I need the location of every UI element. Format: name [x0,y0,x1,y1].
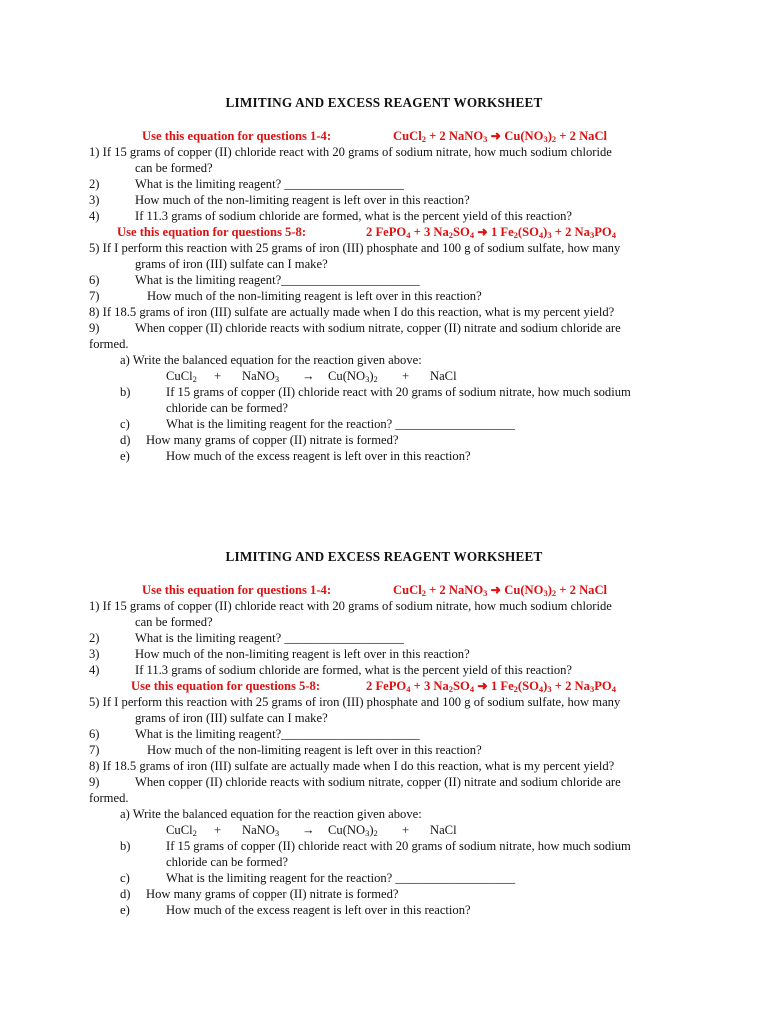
reactant-cucl2: CuCl$_2$ [166,369,197,384]
question-8: 8) If 18.5 grams of iron (III) sulfate are actually made when I do this reaction, what is my percent yield? [89,759,615,773]
reaction-equation [0,368,768,384]
question-9b-line-2: chloride can be formed? [166,401,289,415]
question-9c-letter: c) [120,417,130,431]
equation-2: 2 FePO$_4$ + 3 $Na_2SO_4$ ➜ 1 $Fe_2(SO_4)_3 + 2$ $Na_3PO_4$ [366,679,616,694]
question-4: If 11.3 grams of sodium chloride are formed, what is the percent yield of this reaction? [135,209,573,223]
question-1-line-1: 1) If 15 grams of copper (II) chloride react with 20 grams of sodium nitrate, how much sodium chloride [89,145,612,159]
question-9e-letter: e) [120,449,130,463]
product-cuno32: $Cu(NO_3)_2$ [328,369,378,384]
question-1-line-2: can be formed? [135,615,213,629]
question-3: How much of the non-limiting reagent is left over in this reaction? [135,193,470,207]
product-cuno32: $Cu(NO_3)_2$ [328,823,378,838]
product-nacl: NaCl [430,369,457,383]
equation-1-row [0,128,768,144]
question-9d: How many grams of copper (II) nitrate is formed? [146,887,399,901]
worksheet-title: LIMITING AND EXCESS REAGENT WORKSHEET [225,95,543,110]
question-4-number: 4) [89,209,100,223]
question-9e: How much of the excess reagent is left over in this reaction? [166,449,471,463]
question-9e-letter: e) [120,903,130,917]
plus-sign: + [214,369,222,383]
plus-sign: + [402,823,410,837]
reactant-nano3: NaNO$_3$ [242,369,280,384]
question-9c: What is the limiting reagent for the reaction? ___________________ [166,871,516,885]
question-9-number: 9) [89,775,100,789]
question-2: What is the limiting reagent? ___________________ [135,631,404,645]
question-9b-line-2: chloride can be formed? [166,855,289,869]
plus-sign: + [402,369,410,383]
equation-1: CuCl$_2$ + 2 NaNO$_3$ ➜ $Cu(NO_3)_2 + 2$ NaCl [393,583,608,598]
question-3: How much of the non-limiting reagent is left over in this reaction? [135,647,470,661]
question-9b-letter: b) [120,385,131,399]
equation-1: CuCl$_2$ + 2 NaNO$_3$ ➜ $Cu(NO_3)_2 + 2$ NaCl [393,129,608,144]
question-4: If 11.3 grams of sodium chloride are formed, what is the percent yield of this reaction? [135,663,573,677]
question-9b: If 15 grams of copper (II) chloride react with 20 grams of sodium nitrate, how much sodium [166,839,631,853]
question-7: How much of the non-limiting reagent is left over in this reaction? [147,743,482,757]
question-5-line-2: grams of iron (III) sulfate can I make? [135,257,328,271]
question-9: When copper (II) chloride reacts with sodium nitrate, copper (II) nitrate and sodium chloride are [135,775,621,789]
question-7: How much of the non-limiting reagent is left over in this reaction? [147,289,482,303]
equation-2-row [0,224,768,240]
reactant-cucl2: CuCl$_2$ [166,823,197,838]
plus-sign: + [214,823,222,837]
worksheet-title: LIMITING AND EXCESS REAGENT WORKSHEET [225,549,543,564]
question-5-line-2: grams of iron (III) sulfate can I make? [135,711,328,725]
equation-2-label: Use this equation for questions 5-8: [131,679,321,693]
equation-1-label: Use this equation for questions 1-4: [142,583,332,597]
reaction-equation [0,822,768,838]
question-3-number: 3) [89,647,100,661]
question-9a: a) Write the balanced equation for the reaction given above: [120,353,422,367]
question-9e: How much of the excess reagent is left over in this reaction? [166,903,471,917]
question-9c-letter: c) [120,871,130,885]
question-9d-letter: d) [120,887,131,901]
question-1-line-1: 1) If 15 grams of copper (II) chloride react with 20 grams of sodium nitrate, how much sodium chloride [89,599,612,613]
question-5-line-1: 5) If I perform this reaction with 25 grams of iron (III) phosphate and 100 g of sodium sulfate, how many [89,241,621,255]
product-nacl: NaCl [430,823,457,837]
question-6-number: 6) [89,727,100,741]
worksheet-2 [0,548,768,918]
question-2: What is the limiting reagent? ___________________ [135,177,404,191]
equation-2: 2 FePO$_4$ + 3 $Na_2SO_4$ ➜ 1 $Fe_2(SO_4)_3 + 2$ $Na_3PO_4$ [366,225,616,240]
question-9a: a) Write the balanced equation for the reaction given above: [120,807,422,821]
question-4-number: 4) [89,663,100,677]
question-9d-letter: d) [120,433,131,447]
question-3-number: 3) [89,193,100,207]
question-9: When copper (II) chloride reacts with sodium nitrate, copper (II) nitrate and sodium chloride are [135,321,621,335]
question-5-line-1: 5) If I perform this reaction with 25 grams of iron (III) phosphate and 100 g of sodium sulfate, how many [89,695,621,709]
question-9d: How many grams of copper (II) nitrate is formed? [146,433,399,447]
arrow-icon: → [302,369,315,383]
arrow-icon: → [302,823,315,837]
question-1-line-2: can be formed? [135,161,213,175]
equation-2-label: Use this equation for questions 5-8: [117,225,307,239]
question-9b-letter: b) [120,839,131,853]
question-9-line-2: formed. [89,337,129,351]
question-6-number: 6) [89,273,100,287]
equation-1-label: Use this equation for questions 1-4: [142,129,332,143]
reactant-nano3: NaNO$_3$ [242,823,280,838]
worksheet-1 [0,94,768,464]
question-8: 8) If 18.5 grams of iron (III) sulfate are actually made when I do this reaction, what is my percent yield? [89,305,615,319]
question-2-number: 2) [89,177,100,191]
equation-1-row [0,582,768,598]
question-7-number: 7) [89,289,100,303]
question-2-number: 2) [89,631,100,645]
question-7-number: 7) [89,743,100,757]
question-9-number: 9) [89,321,100,335]
equation-2-row [0,678,768,694]
question-9-line-2: formed. [89,791,129,805]
question-9c: What is the limiting reagent for the reaction? ___________________ [166,417,516,431]
question-6: What is the limiting reagent?______________________ [135,727,420,741]
question-9b: If 15 grams of copper (II) chloride react with 20 grams of sodium nitrate, how much sodium [166,385,631,399]
question-6: What is the limiting reagent?______________________ [135,273,420,287]
